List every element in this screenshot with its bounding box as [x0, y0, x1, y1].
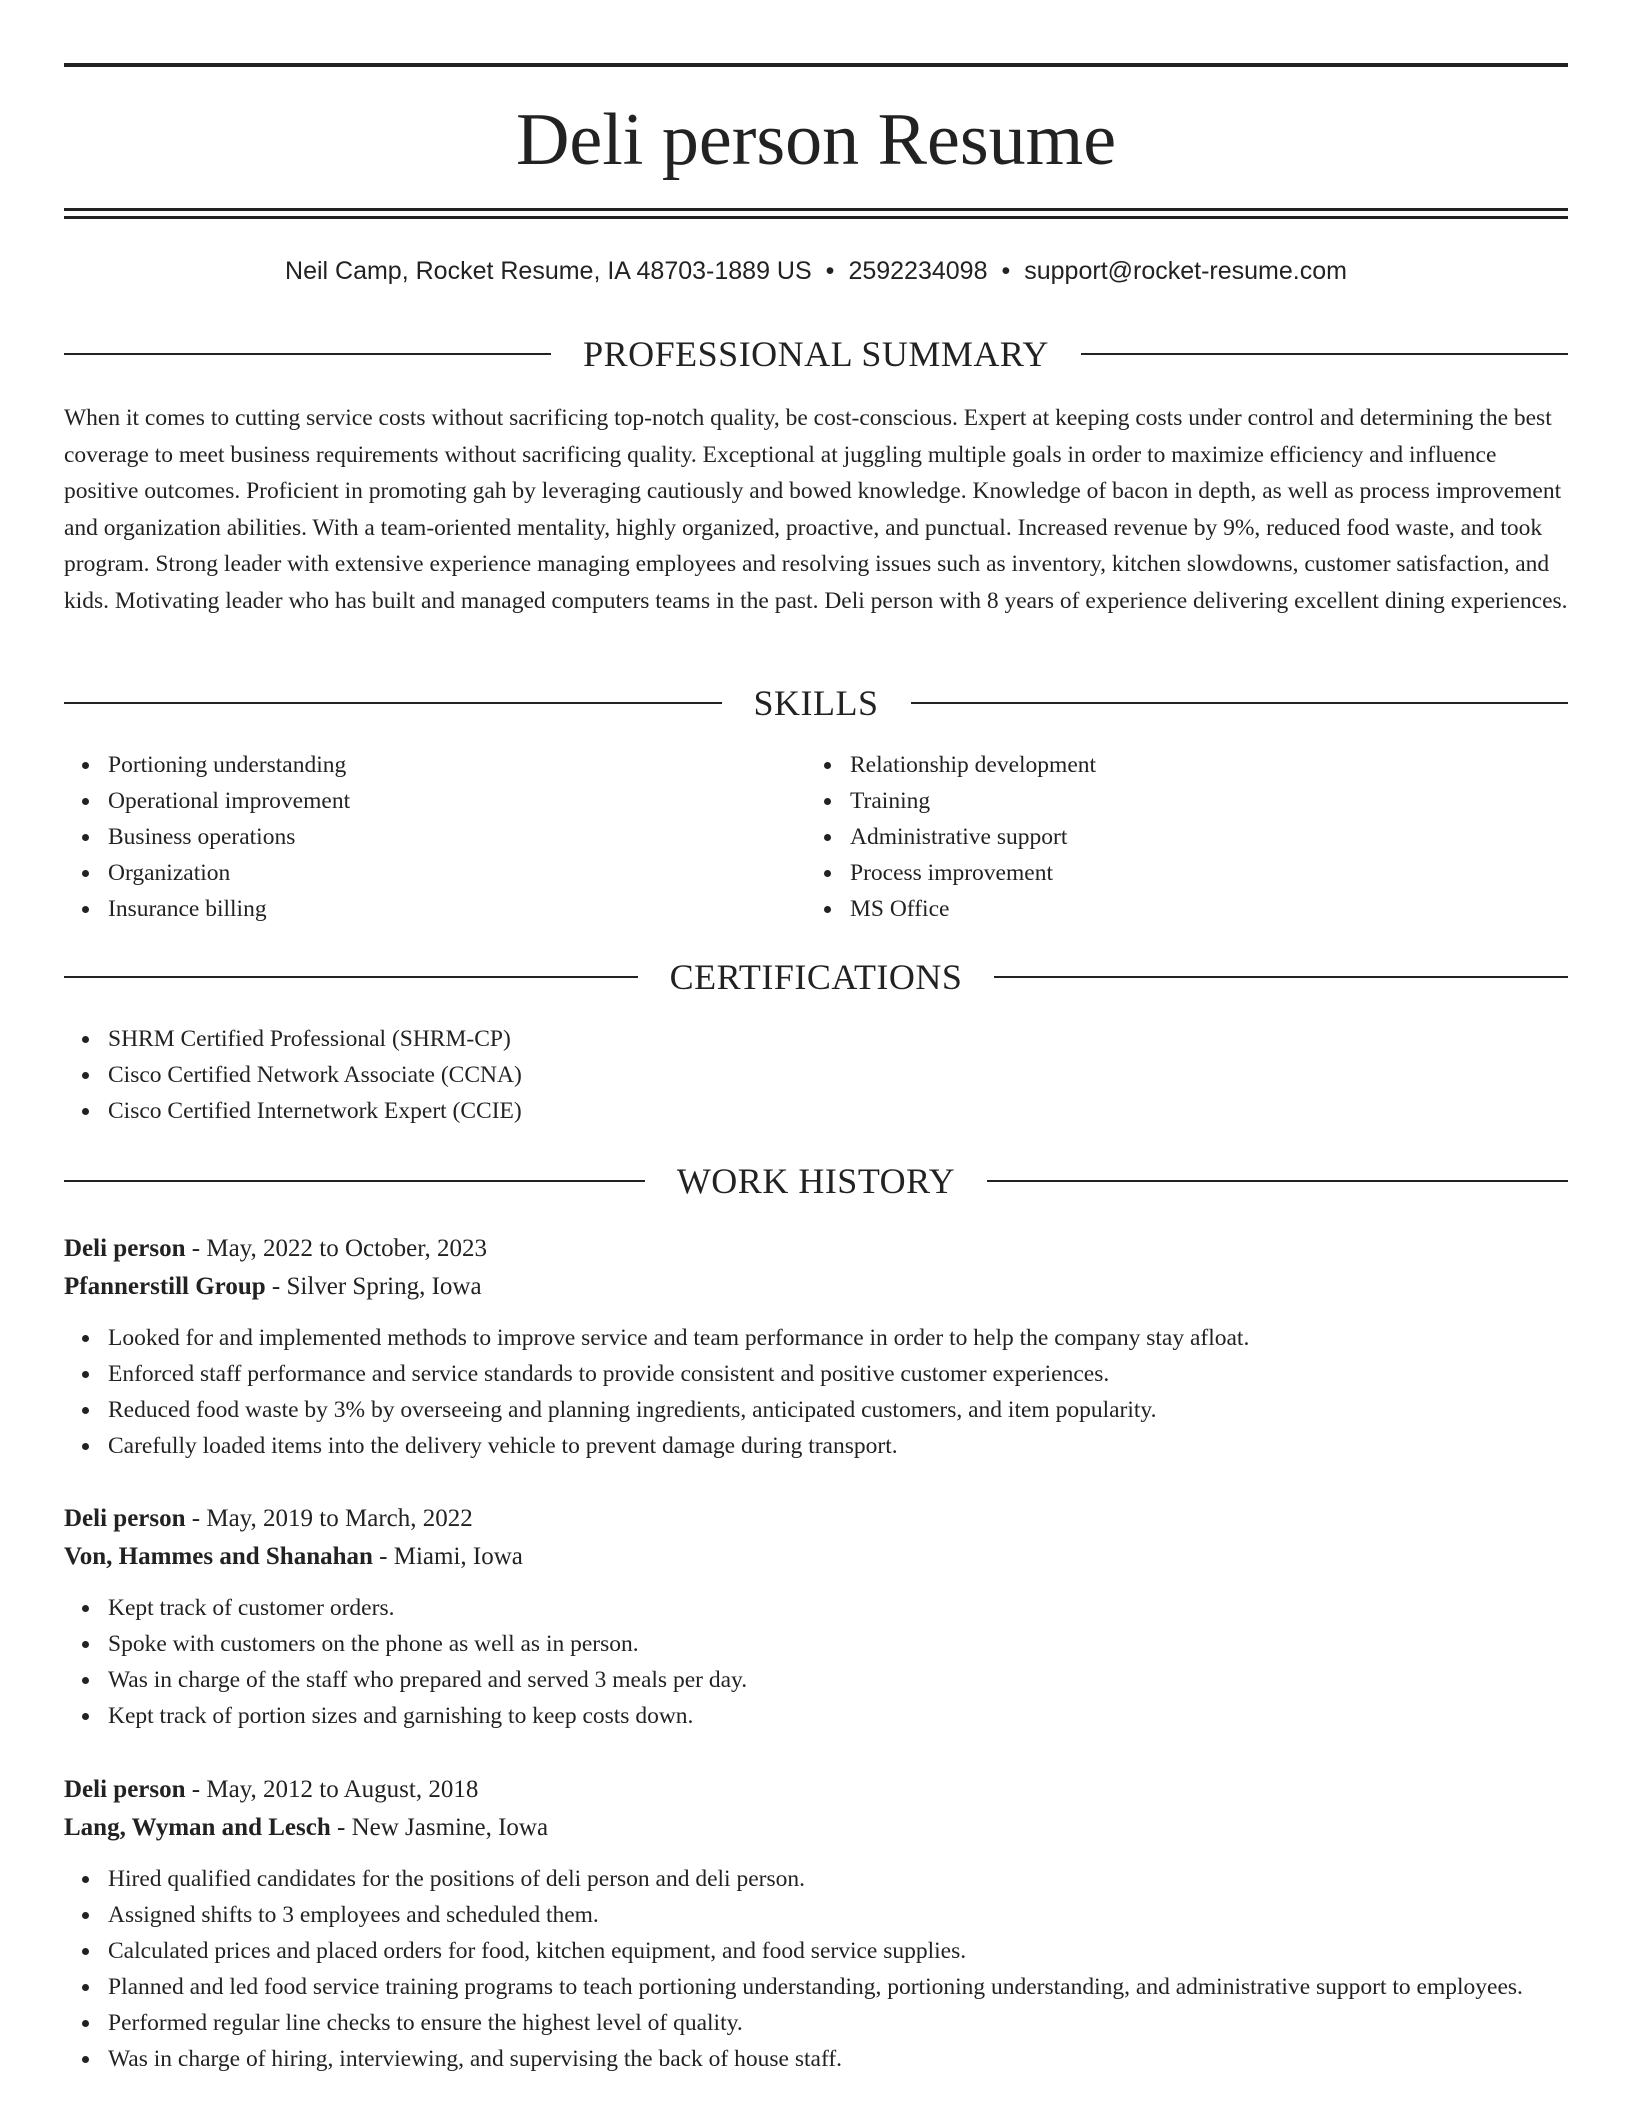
section-title: CERTIFICATIONS [669, 957, 963, 997]
job-title-line [64, 1771, 1568, 1809]
job-title-line [64, 1230, 1568, 1268]
list-item: Was in charge of the staff who prepared and served 3 meals per day. [108, 1662, 1568, 1698]
list-item: Process improvement [850, 855, 1096, 891]
job-bullets [64, 1320, 1568, 1464]
contact-phone: 2592234098 [848, 257, 988, 285]
list-item: Business operations [108, 819, 350, 855]
contact-line [64, 253, 1568, 289]
list-item: Reduced food waste by 3% by overseeing and planning ingredients, anticipated customers, and item popularity. [108, 1392, 1568, 1428]
list-item: Organization [108, 855, 350, 891]
job-company: Von, Hammes and Shanahan [64, 1543, 373, 1570]
skills-list [64, 747, 350, 927]
job-entry [64, 1771, 1568, 2077]
list-item: Kept track of portion sizes and garnishing to keep costs down. [108, 1698, 1568, 1734]
job-company-line [64, 1538, 1568, 1576]
list-item: Was in charge of hiring, interviewing, and supervising the back of house staff. [108, 2041, 1568, 2077]
section-heading-summary [64, 332, 1568, 376]
summary-text: When it comes to cutting service costs without sacrificing top-notch quality, be cost-conscious. Expert at keeping costs under control and determining the best coverage to meet business requirements without sacrificing quality. Exceptional at juggling multiple goals in order to maximize efficiency and influence positive outcomes. Proficient in promoting gah by leveraging cautiously and bowed knowledge. Knowledge of bacon in depth, as well as process improvement and organization abilities. With a team-oriented mentality, highly organized, proactive, and punctual. Increased revenue by 9%, reduced food waste, and took program. Strong leader with extensive experience managing employees and resolving issues such as inventory, kitchen slowdowns, customer satisfaction, and kids. Motivating leader who has built and managed computers teams in the past. Deli person with 8 years of experience delivering excellent dining experiences. [64, 405, 1568, 614]
list-item: Enforced staff performance and service standards to provide consistent and positive customer experiences. [108, 1356, 1568, 1392]
list-item: Looked for and implemented methods to improve service and team performance in order to help the company stay afloat. [108, 1320, 1568, 1356]
title-rule-upper [64, 208, 1568, 211]
list-item: Kept track of customer orders. [108, 1590, 1568, 1626]
heading-rule [64, 353, 551, 355]
list-item: Calculated prices and placed orders for food, kitchen equipment, and food service supplies. [108, 1933, 1568, 1969]
list-item: Training [850, 783, 1096, 819]
job-title: Deli person [64, 1776, 186, 1803]
section-heading-work [64, 1159, 1568, 1203]
job-location: - New Jasmine, Iowa [330, 1814, 549, 1841]
list-item: Hired qualified candidates for the positions of deli person and deli person. [108, 1861, 1568, 1897]
job-entry [64, 1500, 1568, 1734]
job-company: Pfannerstill Group [64, 1273, 266, 1300]
heading-rule [987, 1180, 1568, 1182]
list-item: Portioning understanding [108, 747, 350, 783]
list-item: MS Office [850, 891, 1096, 927]
list-item: Cisco Certified Network Associate (CCNA) [108, 1057, 522, 1093]
list-item: Carefully loaded items into the delivery vehicle to prevent damage during transport. [108, 1428, 1568, 1464]
heading-rule [994, 976, 1568, 978]
job-location: - Miami, Iowa [372, 1543, 523, 1570]
section-title: SKILLS [753, 683, 879, 723]
contact-email: support@rocket-resume.com [1024, 257, 1347, 285]
list-item: Administrative support [850, 819, 1096, 855]
job-bullets [64, 1590, 1568, 1734]
job-title-line [64, 1500, 1568, 1538]
section-title: PROFESSIONAL SUMMARY [583, 334, 1049, 374]
section-heading-skills [64, 681, 1568, 725]
heading-rule [911, 702, 1569, 704]
list-item: SHRM Certified Professional (SHRM-CP) [108, 1021, 522, 1057]
heading-rule [1081, 353, 1568, 355]
list-item: Insurance billing [108, 891, 350, 927]
skills-left-column [64, 747, 350, 927]
list-item: Relationship development [850, 747, 1096, 783]
job-dates: - May, 2022 to October, 2023 [185, 1235, 488, 1262]
section-title: WORK HISTORY [676, 1161, 956, 1201]
list-item: Operational improvement [108, 783, 350, 819]
contact-separator: • [825, 257, 835, 285]
title-rule-lower [64, 216, 1568, 219]
job-bullets [64, 1861, 1568, 2077]
job-dates: - May, 2012 to August, 2018 [185, 1776, 479, 1803]
skills-list [806, 747, 1096, 927]
job-title: Deli person [64, 1235, 186, 1262]
list-item: Planned and led food service training programs to teach portioning understanding, portioning understanding, and administrative support to employees. [108, 1969, 1568, 2005]
job-company-line [64, 1268, 1568, 1306]
contact-separator: • [1001, 257, 1011, 285]
job-company: Lang, Wyman and Lesch [64, 1814, 331, 1841]
list-item: Performed regular line checks to ensure the highest level of quality. [108, 2005, 1568, 2041]
resume-title: Deli person Resume [515, 99, 1117, 181]
list-item: Spoke with customers on the phone as well as in person. [108, 1626, 1568, 1662]
list-item: Assigned shifts to 3 employees and scheduled them. [108, 1897, 1568, 1933]
certifications-list [64, 1021, 522, 1129]
skills-right-column [806, 747, 1096, 927]
heading-rule [64, 702, 722, 704]
top-rule [64, 63, 1568, 67]
job-company-line [64, 1809, 1568, 1847]
heading-rule [64, 976, 638, 978]
job-entry [64, 1230, 1568, 1464]
list-item: Cisco Certified Internetwork Expert (CCIE) [108, 1093, 522, 1129]
certifications-block [64, 1021, 522, 1129]
job-dates: - May, 2019 to March, 2022 [185, 1505, 473, 1532]
job-location: - Silver Spring, Iowa [265, 1273, 482, 1300]
contact-address: Neil Camp, Rocket Resume, IA 48703-1889 US [285, 257, 812, 285]
heading-rule [64, 1180, 645, 1182]
job-title: Deli person [64, 1505, 186, 1532]
section-heading-certifications [64, 955, 1568, 999]
